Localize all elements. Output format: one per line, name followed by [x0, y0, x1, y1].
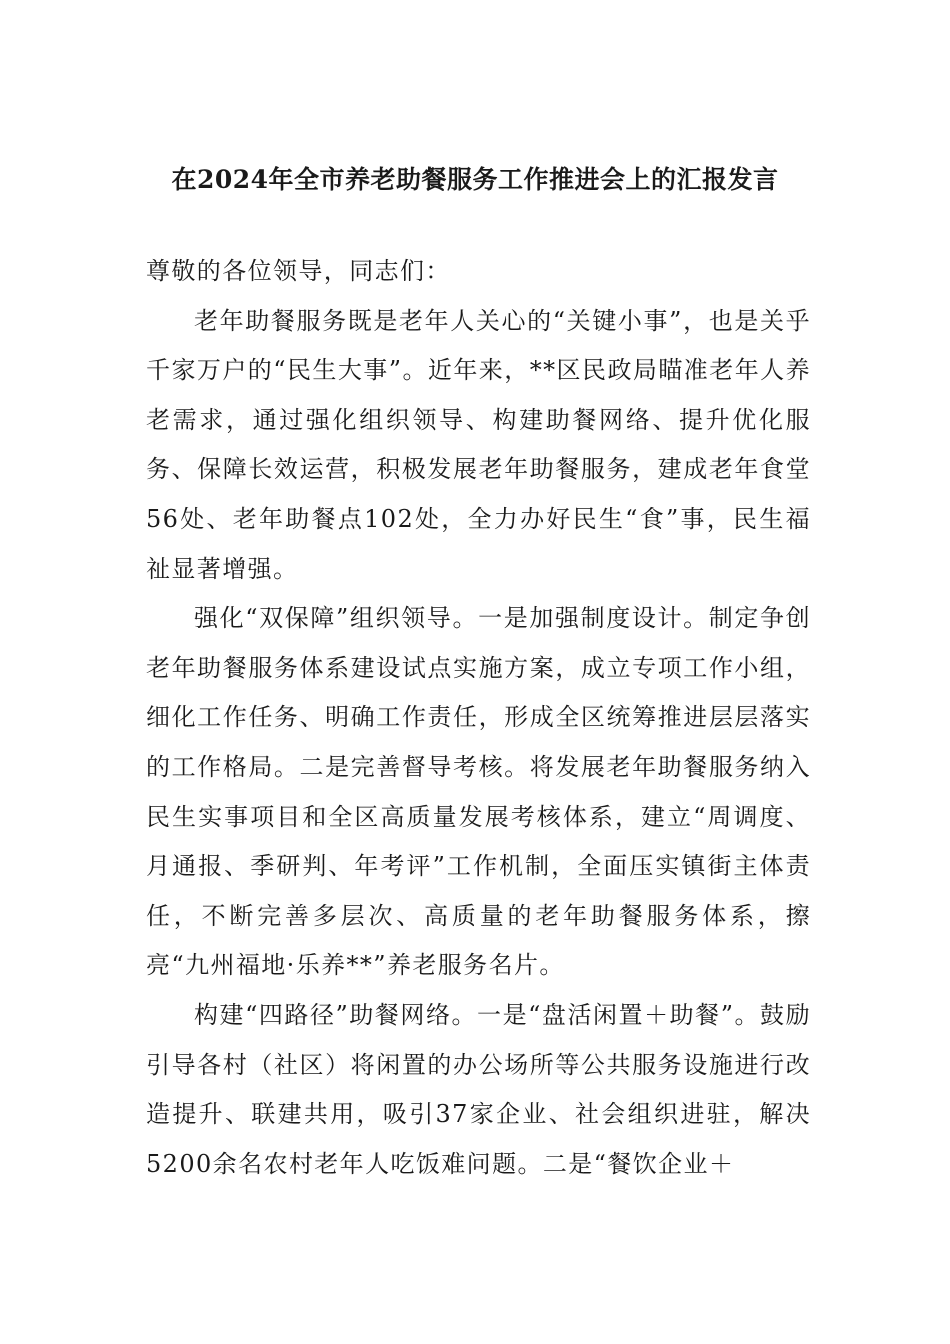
paragraph-organization: 强化“双保障”组织领导。一是加强制度设计。制定争创老年助餐服务体系建设试点实施方案，成立专项工作小组，细化工作任务、明确工作责任，形成全区统筹推进层层落实的工作格局。二是完善督导考核。将发展老年助餐服务纳入民生实事项目和全区高质量发展考核体系，建立“周调度、月通报、季研判、年考评”工作机制，全面压实镇街主体责任，不断完善多层次、高质量的老年助餐服务体系，擦亮“九州福地·乐养**”养老服务名片。 [146, 604, 811, 980]
paragraph-intro: 老年助餐服务既是老年人关心的“关键小事”，也是关乎千家万户的“民生大事”。近年来，**区民政局瞄准老年人养老需求，通过强化组织领导、构建助餐网络、提升优化服务、保障长效运营，积极发展老年助餐服务，建成老年食堂56处、老年助餐点102处，全力办好民生“食”事，民生福祉显著增强。 [146, 306, 811, 583]
document-body [146, 247, 811, 1189]
salutation: 尊敬的各位领导，同志们： [146, 257, 451, 285]
document-title: 在2024年全市养老助餐服务工作推进会上的汇报发言 [171, 165, 779, 194]
paragraph-network: 构建“四路径”助餐网络。一是“盘活闲置＋助餐”。鼓励引导各村（社区）将闲置的办公场所等公共服务设施进行改造提升、联建共用，吸引37家企业、社会组织进驻，解决5200余名农村老年人吃饭难问题。二是“餐饮企业＋ [146, 1000, 811, 1178]
